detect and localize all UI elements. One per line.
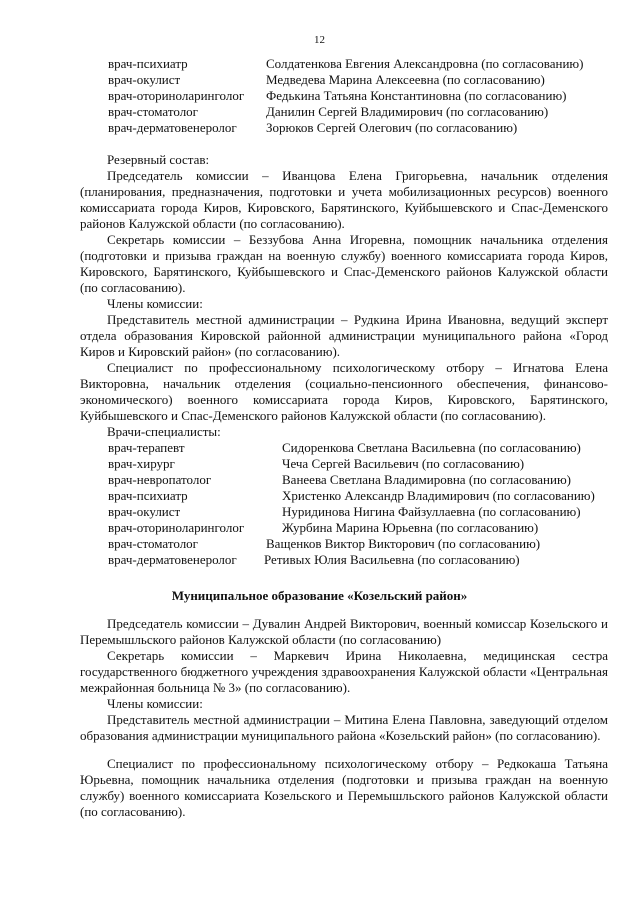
doctor-position: врач-стоматолог <box>108 536 199 551</box>
doctor-name: Ващенков Виктор Викторович (по согласованию) <box>266 536 541 551</box>
kozelsk-chairman: Председатель комиссии – Дувалин Андрей Викторович, военный комиссар Козельского и Перемышльского районов Калужской области (по согласованию) <box>80 616 608 647</box>
list-item <box>108 472 628 488</box>
doctor-name: Нуридинова Нигина Файзуллаевна (по согласованию) <box>282 504 581 519</box>
doctor-name: Данилин Сергей Владимирович (по согласованию) <box>266 104 549 119</box>
list-item <box>108 504 628 520</box>
list-item <box>108 56 628 72</box>
doctor-position: врач-стоматолог <box>108 104 199 119</box>
kozelsk-secretary: Секретарь комиссии – Маркевич Ирина Николаевна, медицинская сестра государственного бюджетного учреждения здравоохранения Калужской области «Центральная межрайонная больница № 3» (по согласованию). <box>80 648 608 695</box>
list-item <box>108 520 628 536</box>
reserve-admin-rep: Представитель местной администрации – Рудкина Ирина Ивановна, ведущий эксперт отдела образования Кировской районной администрации муниципального района «Город Киров и Кировский район» (по согласованию). <box>80 312 608 359</box>
doctor-position: врач-терапевт <box>108 440 185 455</box>
doctor-name: Медведева Марина Алексеевна (по согласованию) <box>266 72 545 87</box>
doctor-position: врач-окулист <box>108 504 181 519</box>
doctor-position: врач-оториноларинголог <box>108 88 245 103</box>
doctor-name: Ванеева Светлана Владимировна (по согласованию) <box>282 472 572 487</box>
reserve-doctors-label: Врачи-специалисты: <box>107 424 221 439</box>
doctor-name: Зорюков Сергей Олегович (по согласованию) <box>266 120 518 135</box>
list-item <box>108 536 628 552</box>
kozelsk-section <box>80 616 608 820</box>
doctor-name: Сидоренкова Светлана Васильевна (по согласованию) <box>282 440 581 455</box>
doctor-name: Солдатенкова Евгения Александровна (по согласованию) <box>266 56 584 71</box>
reserve-members-label: Члены комиссии: <box>107 296 203 311</box>
reserve-secretary: Секретарь комиссии – Беззубова Анна Игоревна, помощник начальника отделения (подготовки и призыва граждан на военную службу) военного комиссариата города Киров, Кировского, Барятинского, Куйбышевского и Спас-Деменского районов Калужской области (по согласованию). <box>80 232 608 295</box>
list-item <box>108 552 628 568</box>
doctors-list-top <box>108 56 628 136</box>
doctor-position: врач-окулист <box>108 72 181 87</box>
kozelsk-admin-rep: Представитель местной администрации – Митина Елена Павловна, заведующий отделом образования администрации муниципального района «Козельский район» (по согласованию). <box>80 712 608 743</box>
doctor-position: врач-хирург <box>108 456 175 471</box>
page-number: 12 <box>314 34 325 46</box>
reserve-psych-specialist: Специалист по профессиональному психологическому отбору – Игнатова Елена Викторовна, начальник отделения (социально-пенсионного обеспечения, финансово-экономического) военного комиссариата города Киров, Кировского, Барятинского, Куйбышевского и Спас-Деменского районов Калужской области (по согласованию). <box>80 360 608 423</box>
list-item <box>108 104 628 120</box>
doctor-position: врач-дерматовенеролог <box>108 552 237 567</box>
doctor-position: врач-оториноларинголог <box>108 520 245 535</box>
kozelsk-members-label: Члены комиссии: <box>107 696 203 711</box>
reserve-chairman: Председатель комиссии – Иванцова Елена Григорьевна, начальник отделения (планирования, предназначения, подготовки и учета мобилизационных ресурсов) военного комиссариата города Киров, Кировского, Барятинского, Куйбышевского и Спас-Деменского районов Калужской области (по согласованию). <box>80 168 608 231</box>
doctor-name: Журбина Марина Юрьевна (по согласованию) <box>282 520 539 535</box>
doctor-position: врач-невропатолог <box>108 472 212 487</box>
reserve-section <box>80 152 608 440</box>
doctor-name: Федькина Татьяна Константиновна (по согласованию) <box>266 88 567 103</box>
list-item <box>108 440 628 456</box>
section-title: Муниципальное образование «Козельский район» <box>171 588 468 603</box>
doctor-name: Ретивых Юлия Васильевна (по согласованию) <box>264 552 520 567</box>
list-item <box>108 72 628 88</box>
doctor-position: врач-психиатр <box>108 488 188 503</box>
doctor-name: Христенко Александр Владимирович (по согласованию) <box>282 488 595 503</box>
doctor-name: Чеча Сергей Васильевич (по согласованию) <box>282 456 525 471</box>
list-item <box>108 120 628 136</box>
list-item <box>108 456 628 472</box>
doctors-list-reserve <box>108 440 628 568</box>
kozelsk-psych-specialist: Специалист по профессиональному психологическому отбору – Редкокаша Татьяна Юрьевна, помощник начальника отделения (подготовки и призыва граждан на военную службу) военного комиссариата Козельского и Перемышльского районов Калужской области (по согласованию). <box>80 756 608 819</box>
doctor-position: врач-психиатр <box>108 56 188 71</box>
list-item <box>108 88 628 104</box>
reserve-heading: Резервный состав: <box>107 152 210 167</box>
list-item <box>108 488 628 504</box>
doctor-position: врач-дерматовенеролог <box>108 120 237 135</box>
